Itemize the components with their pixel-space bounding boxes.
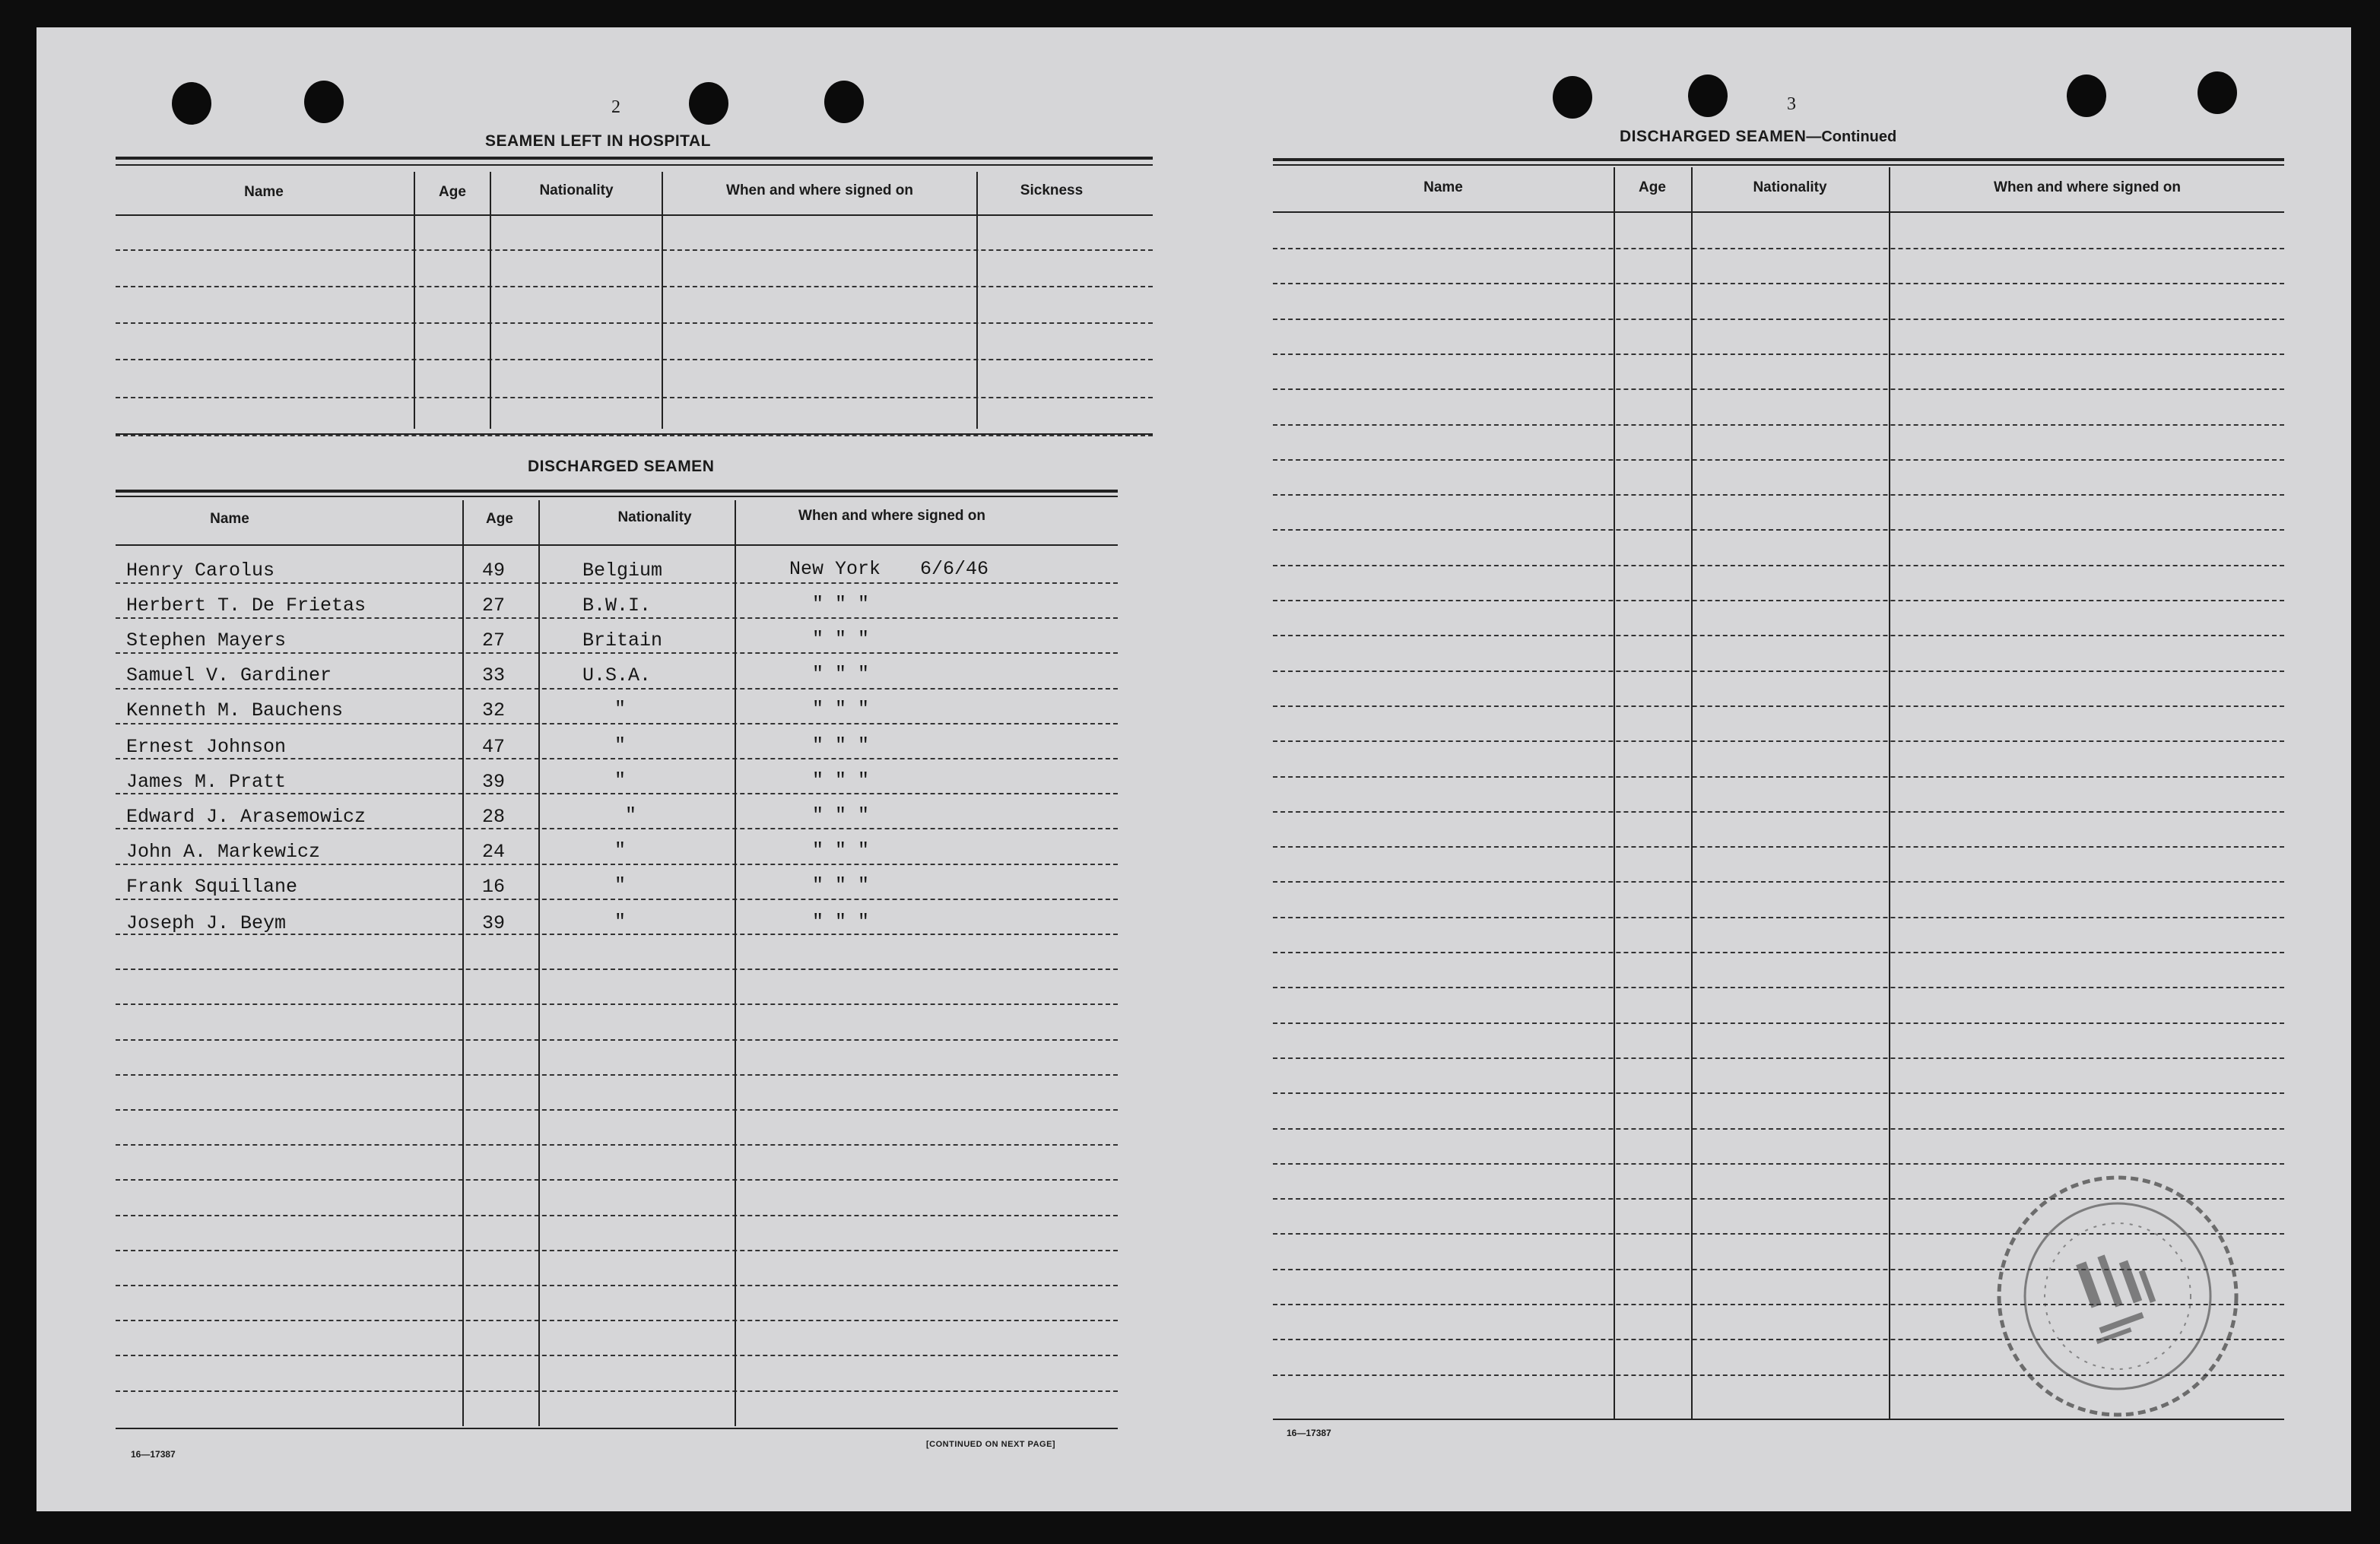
- signed-on-ditto: " " ": [812, 593, 870, 615]
- signed-on-ditto: " " ": [812, 874, 870, 896]
- punch-hole: [689, 82, 728, 125]
- hospital-header-name: Name: [244, 184, 284, 200]
- punch-hole: [1553, 76, 1592, 119]
- row-rule: [1273, 319, 2284, 320]
- seaman-name: Joseph J. Beym: [126, 912, 287, 934]
- seaman-age: 16: [482, 876, 506, 898]
- row-rule: [1273, 248, 2284, 249]
- seaman-name: Ernest Johnson: [126, 736, 287, 758]
- row-rule: [116, 1179, 1118, 1181]
- row-rule: [1273, 565, 2284, 566]
- row-rule: [116, 1250, 1118, 1251]
- discharged-continued-title: DISCHARGED SEAMEN—Continued: [1620, 128, 1897, 145]
- row-rule: [116, 793, 1118, 794]
- signed-on-ditto: " " ": [812, 839, 870, 861]
- row-rule: [1273, 1128, 2284, 1130]
- hospital-header-sickness: Sickness: [1020, 182, 1084, 198]
- punch-hole: [824, 81, 864, 123]
- seaman-age: 24: [482, 841, 506, 863]
- signed-on-place: New York: [789, 558, 881, 580]
- form-number: 16—17387: [131, 1449, 176, 1460]
- row-rule: [1273, 987, 2284, 988]
- seaman-name: James M. Pratt: [126, 771, 287, 793]
- seaman-nationality: ": [625, 804, 637, 826]
- row-rule: [116, 969, 1118, 970]
- row-rule: [1273, 705, 2284, 707]
- row-rule: [1273, 635, 2284, 636]
- row-rule: [116, 1144, 1118, 1146]
- continued-header-name: Name: [1423, 179, 1463, 195]
- signed-on-ditto: " " ": [812, 734, 870, 756]
- row-rule: [1273, 952, 2284, 953]
- row-rule: [1273, 1022, 2284, 1024]
- row-rule: [116, 1074, 1118, 1076]
- row-rule: [116, 758, 1118, 759]
- row-rule: [1273, 846, 2284, 848]
- row-rule: [116, 864, 1118, 865]
- continued-note: [CONTINUED ON NEXT PAGE]: [926, 1440, 1056, 1449]
- punch-hole: [2198, 71, 2237, 114]
- row-rule: [1273, 494, 2284, 496]
- seaman-nationality: Britain: [582, 629, 663, 652]
- seaman-age: 39: [482, 771, 506, 793]
- seaman-nationality: ": [614, 839, 627, 861]
- hospital-header-signed-on: When and where signed on: [726, 182, 913, 198]
- seaman-nationality: B.W.I.: [582, 594, 652, 617]
- row-rule: [1273, 388, 2284, 390]
- row-rule: [116, 582, 1118, 584]
- seaman-nationality: ": [614, 911, 627, 933]
- page-number: 2: [611, 97, 620, 117]
- row-rule: [116, 652, 1118, 654]
- circular-stamp: [1992, 1171, 2243, 1422]
- row-rule: [1273, 600, 2284, 601]
- seaman-name: Samuel V. Gardiner: [126, 664, 332, 686]
- signed-on-date: 6/6/46: [920, 558, 989, 580]
- signed-on-ditto: " " ": [812, 769, 870, 791]
- row-rule: [1273, 740, 2284, 742]
- row-rule: [116, 828, 1118, 829]
- row-rule: [1273, 881, 2284, 883]
- row-rule: [116, 1285, 1118, 1286]
- discharged-header-name: Name: [210, 511, 249, 527]
- row-rule: [1273, 529, 2284, 531]
- discharged-header-nationality: Nationality: [617, 509, 692, 525]
- row-rule: [1273, 1092, 2284, 1094]
- row-rule: [116, 1390, 1118, 1392]
- seaman-age: 27: [482, 594, 506, 617]
- row-rule: [1273, 671, 2284, 672]
- seaman-age: 32: [482, 699, 506, 721]
- right-page: [1192, 27, 2351, 1511]
- seaman-nationality: ": [614, 698, 627, 720]
- row-rule: [116, 688, 1118, 690]
- seaman-age: 47: [482, 736, 506, 758]
- seaman-age: 49: [482, 560, 506, 582]
- signed-on-ditto: " " ": [812, 628, 870, 650]
- form-number: 16—17387: [1287, 1428, 1331, 1438]
- row-rule: [116, 1355, 1118, 1356]
- seaman-nationality: ": [614, 874, 627, 896]
- row-rule: [116, 1109, 1118, 1111]
- row-rule: [1273, 283, 2284, 284]
- punch-hole: [2067, 75, 2106, 117]
- row-rule: [116, 1003, 1118, 1005]
- signed-on-ditto: " " ": [812, 663, 870, 685]
- row-rule: [1273, 424, 2284, 426]
- seaman-age: 27: [482, 629, 506, 652]
- seaman-nationality: ": [614, 734, 627, 756]
- seaman-name: Frank Squillane: [126, 876, 298, 898]
- seaman-nationality: Belgium: [582, 560, 663, 582]
- hospital-header-nationality: Nationality: [539, 182, 614, 198]
- row-rule: [1273, 1057, 2284, 1059]
- seaman-nationality: ": [614, 769, 627, 791]
- seaman-name: Herbert T. De Frietas: [126, 594, 367, 617]
- row-rule: [116, 617, 1118, 619]
- row-rule: [1273, 917, 2284, 918]
- row-rule: [116, 1215, 1118, 1216]
- row-rule: [116, 1320, 1118, 1321]
- row-rule: [1273, 811, 2284, 813]
- seaman-age: 33: [482, 664, 506, 686]
- seaman-name: John A. Markewicz: [126, 841, 321, 863]
- continued-header-age: Age: [1639, 179, 1666, 195]
- seaman-name: Henry Carolus: [126, 560, 275, 582]
- punch-hole: [304, 81, 344, 123]
- continued-header-signed-on: When and where signed on: [1994, 179, 2181, 195]
- left-page: [36, 27, 1198, 1511]
- row-rule: [116, 1039, 1118, 1041]
- seaman-age: 28: [482, 806, 506, 828]
- seaman-age: 39: [482, 912, 506, 934]
- row-rule: [1273, 354, 2284, 355]
- row-rule: [1273, 1163, 2284, 1165]
- punch-hole: [172, 82, 211, 125]
- discharged-section-title: DISCHARGED SEAMEN: [528, 458, 715, 475]
- signed-on-ditto: " " ": [812, 698, 870, 720]
- hospital-section-title: SEAMEN LEFT IN HOSPITAL: [485, 132, 711, 150]
- punch-hole: [1688, 75, 1728, 117]
- row-rule: [1273, 776, 2284, 778]
- row-rule: [116, 723, 1118, 724]
- discharged-header-age: Age: [486, 511, 513, 527]
- row-rule: [116, 899, 1118, 900]
- page-number: 3: [1787, 94, 1796, 114]
- seaman-name: Edward J. Arasemowicz: [126, 806, 367, 828]
- hospital-header-age: Age: [439, 184, 466, 200]
- seaman-name: Kenneth M. Bauchens: [126, 699, 344, 721]
- signed-on-ditto: " " ": [812, 804, 870, 826]
- row-rule: [1273, 459, 2284, 461]
- seaman-nationality: U.S.A.: [582, 664, 652, 686]
- continued-header-nationality: Nationality: [1753, 179, 1827, 195]
- seaman-name: Stephen Mayers: [126, 629, 287, 652]
- discharged-header-signed-on: When and where signed on: [798, 508, 985, 524]
- signed-on-ditto: " " ": [812, 911, 870, 933]
